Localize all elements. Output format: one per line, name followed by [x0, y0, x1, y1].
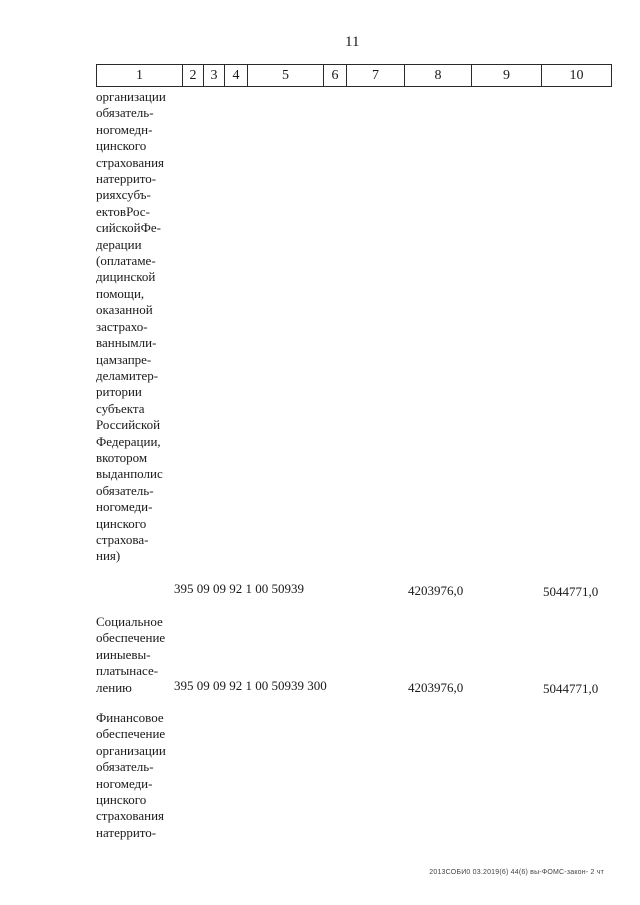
description-line: ритории: [96, 384, 142, 400]
row-description: [96, 710, 174, 841]
description-line: обязатель-: [96, 105, 154, 121]
description-line: застрахо-: [96, 318, 148, 334]
header-col-4: 4: [225, 65, 248, 86]
description-line: ектовРос-: [96, 203, 150, 219]
description-line: субъекта: [96, 400, 145, 416]
row-description: [96, 614, 174, 696]
header-col-10: 10: [569, 68, 584, 83]
description-line: оказанной: [96, 302, 153, 318]
description-line: рияхсубъ-: [96, 187, 151, 203]
description-line: организации: [96, 742, 166, 758]
description-line: страхова-: [96, 531, 149, 547]
header-col-9: 9: [472, 65, 542, 86]
row-codes: 395 09 09 92 1 00 50939: [174, 581, 304, 596]
table-header: [96, 64, 612, 87]
description-line: ния): [96, 548, 121, 564]
description-line: деламитер-: [96, 367, 159, 383]
row-value-col10: 5044771,0: [543, 584, 599, 599]
description-line: помощи,: [96, 285, 145, 301]
row-value-col10: 5044771,0: [543, 681, 599, 696]
description-line: цинского: [96, 792, 147, 808]
description-line: выданполис: [96, 466, 163, 482]
header-col-3: 3: [204, 65, 225, 86]
description-line: лению: [96, 679, 132, 695]
description-line: Федерации,: [96, 433, 161, 449]
document-footer: 2013СОБИ0 03.2019(6) 44(6) вы-ФОМС-закон- 2 чт: [429, 869, 604, 876]
header-col-1: 1: [97, 65, 183, 86]
description-line: страхования: [96, 808, 165, 824]
header-col-2: 2: [183, 65, 204, 86]
description-line: обязатель-: [96, 482, 154, 498]
header-col-5: 5: [248, 65, 324, 86]
description-line: ииныевы-: [96, 646, 151, 662]
description-line: Российской: [96, 417, 161, 433]
description-line: вкотором: [96, 449, 148, 465]
description-line: Финансовое: [96, 710, 164, 725]
description-line: натеррито-: [96, 824, 157, 840]
description-line: Социальное: [96, 614, 163, 629]
row-codes: 395 09 09 92 1 00 50939 300: [174, 678, 327, 693]
description-line: ногомедн-: [96, 121, 153, 137]
row-value-col8: 4203976,0: [408, 680, 464, 695]
description-line: цинского: [96, 138, 147, 154]
description-line: обязатель-: [96, 759, 154, 775]
row-value-col8: 4203976,0: [408, 583, 464, 598]
description-line: дицинской: [96, 269, 156, 285]
description-line: платынасе-: [96, 663, 159, 679]
header-col-8: 8: [405, 65, 472, 86]
header-col-6: 6: [324, 65, 347, 86]
description-line: организации: [96, 89, 166, 104]
description-line: ногомеди-: [96, 499, 153, 515]
page-number: 11: [345, 34, 360, 50]
description-line: натеррито-: [96, 171, 157, 187]
description-line: дерации: [96, 236, 142, 252]
description-line: ваннымли-: [96, 335, 157, 351]
description-line: обеспечение: [96, 630, 166, 646]
row-description: [96, 89, 174, 565]
header-col-7: 7: [347, 65, 405, 86]
description-line: сийскойФе-: [96, 220, 161, 236]
description-line: цинского: [96, 515, 147, 531]
description-line: цамзапре-: [96, 351, 152, 367]
description-line: страхования: [96, 154, 165, 170]
description-line: ногомеди-: [96, 775, 153, 791]
description-line: обеспечение: [96, 726, 166, 742]
description-line: (оплатаме-: [96, 253, 156, 269]
